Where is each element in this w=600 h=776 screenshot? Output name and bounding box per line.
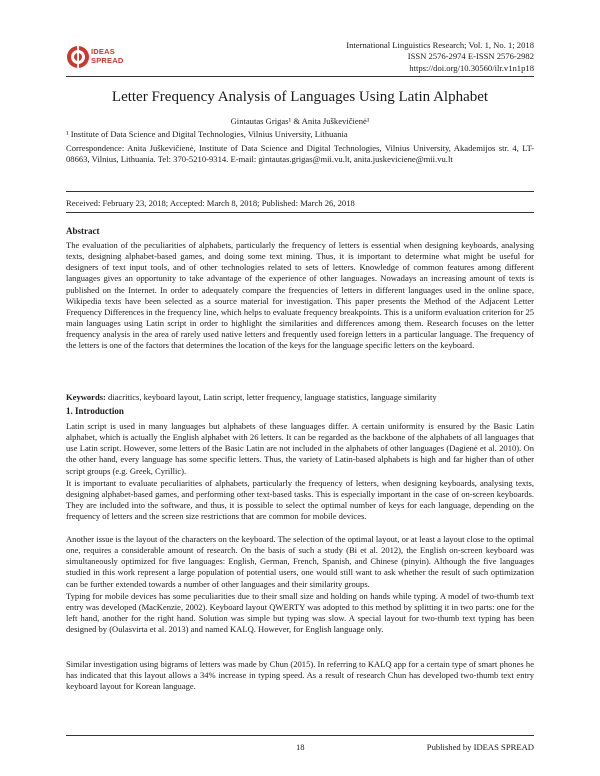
abstract-text: The evaluation of the peculiarities of alphabets, particularly the frequency of letters is essential when designing keyboards, analysing texts, designing alphabet-based games, and doing some text mining. Thus, it is important to determine what might be useful for designers of text input tools, and of other technologies related to sets of letters. Knowledge of common features among different languages gives an opportunity to take advantage of the experience of other languages. Nowadays an increasing amount of texts is published on the Internet. In order to adequately compare the frequencies of letters in different languages used in the online space, Wikipedia texts have been selected as a source material for investigation. This paper presents the Method of the Adjacent Letter Frequency Differences in the frequency line, which helps to evaluate frequency breakpoints. This is a uniform evaluation criterion for 25 main languages using Latin script in order to highlight the similarities and differences among them. Research focuses on the letter frequency analysis in the area of rarely used native letters and frequently used foreign letters in a particular language. The frequency of the letters is one of the factors that determines the location of the keys for the language specific letters on the keyboard.: [66, 240, 534, 351]
keywords-text: diacritics, keyboard layout, Latin script, letter frequency, language statistics, language similarity: [105, 392, 437, 402]
correspondence: Correspondence: Anita Juškevičienė, Institute of Data Science and Digital Technologies, Vilnius University, Akademijos str. 4, LT-08663, Vilnius, Lithuania. Tel: 370-5210-9314. E-mail: gintautas.grigas@mii.vu.lt, anita.juskeviciene@mii.vu.lt: [66, 143, 534, 165]
received-divider-top: [66, 191, 534, 192]
author-affiliation: ¹ Institute of Data Science and Digital Technologies, Vilnius University, Lithuania: [66, 129, 348, 139]
received-dates: Received: February 23, 2018; Accepted: March 8, 2018; Published: March 26, 2018: [66, 198, 355, 208]
ideas-spread-logo-icon: [66, 45, 90, 69]
page-number: 18: [296, 742, 305, 752]
header-divider: [66, 76, 534, 77]
journal-issn: ISSN 2576-2974 E-ISSN 2576-2982: [407, 51, 534, 62]
keywords-label: Keywords:: [66, 392, 106, 402]
intro-paragraph: It is important to evaluate peculiarities of alphabets, particularly the frequency of letters, when designing keyboards, analysing texts, designing alphabet-based games, and performing other text-based tasks. This is especially important in the case of on-screen keyboards. They are included into the software, and thus, it is possible to select the optimal number of keys for each language, depending on the frequency of letters and the screen size restrictions that are common for mobile devices.: [66, 478, 534, 522]
introduction-heading: 1. Introduction: [66, 406, 124, 416]
logo-wordmark: [91, 48, 123, 65]
paper-title: Letter Frequency Analysis of Languages Using Latin Alphabet: [111, 89, 489, 105]
publisher-logo: [66, 45, 136, 71]
intro-paragraph: Another issue is the layout of the characters on the keyboard. The selection of the optimal layout, or at least a layout close to the optimal one, requires a considerable amount of research. On the basis of such a study (Bi et al. 2012), the English on-screen keyboard was simultaneously optimized for five languages: English, German, French, Spanish, and Chinese (pinyin). Although the five languages studied in this work represent a large population of potential users, one would still want to ask whether the result of such optimization can be further extended towards a number of other languages and their similarity groups.: [66, 534, 534, 589]
logo-line-ideas: IDEAS: [91, 47, 115, 56]
paper-authors: Gintautas Grigas¹ & Anita Juškevičienė¹: [230, 116, 370, 126]
abstract-heading: Abstract: [66, 226, 100, 236]
publisher-footer: Published by IDEAS SPREAD: [426, 742, 534, 752]
intro-paragraph: Typing for mobile devices has some peculiarities due to their small size and holding on hands while typing. A model of two-thumb text entry was developed (MacKenzie, 2002). Keyboard layout QWERTY was adopted to this method by splitting it in two parts: one for the left hand, another for the right hand. Solution was simple but typing was slow. A special layout for two-thumb text typing has been designed by (Oulasvirta et al. 2013) and named KALQ. However, for English language only.: [66, 591, 534, 635]
footer-divider: [66, 735, 534, 736]
logo-line-spread: SPREAD: [91, 55, 124, 65]
journal-citation: International Linguistics Research; Vol. 1, No. 1; 2018: [346, 40, 534, 50]
keywords: [66, 392, 534, 403]
intro-paragraph: Latin script is used in many languages but alphabets of these languages differ. A certain uniformity is ensured by the Basic Latin alphabet, which is actually the English alphabet with 26 letters. It can be regarded as the backbone of the alphabets of all languages that use Latin script. However, some letters of the Basic Latin are not included in the alphabets of other languages (Dagienė et al. 2010). On the other hand, every language has some specific letters. Thus, the variety of Latin-based alphabets is high and far higher than of other script groups (e.g. Greek, Cyrillic).: [66, 421, 534, 476]
journal-doi[interactable]: https://doi.org/10.30560/ilr.v1n1p18: [409, 62, 534, 73]
received-divider-bottom: [66, 212, 534, 213]
intro-paragraph: Similar investigation using bigrams of letters was made by Chun (2015). In referring to KALQ app for a certain type of smart phones he has indicated that this layout allows a 34% increase in typing speed. As a result of research Chun has developed two-thumb text entry keyboard layout for Korean language.: [66, 659, 534, 692]
journal-info: [346, 40, 534, 74]
